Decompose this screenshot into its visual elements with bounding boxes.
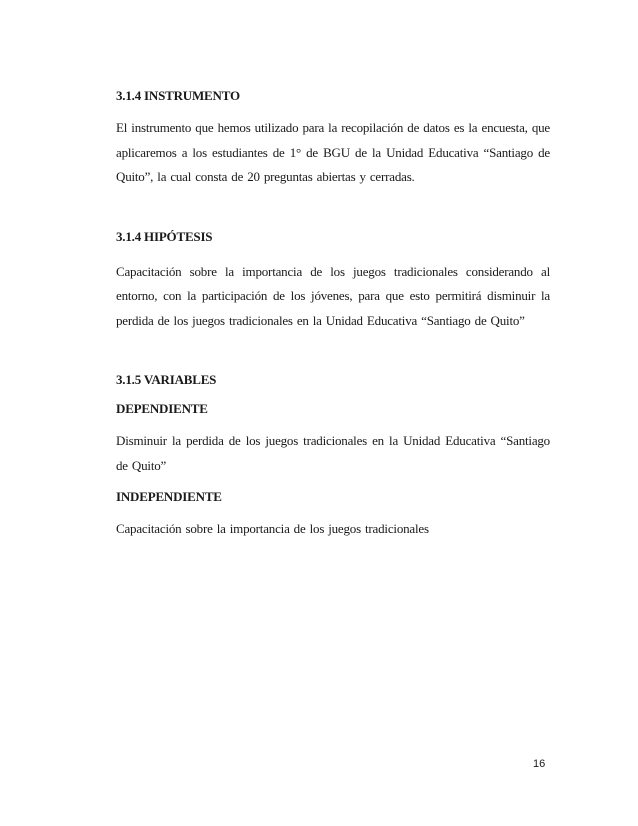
paragraph-dependiente: Disminuir la perdida de los juegos tradicionales en la Unidad Educativa “Santiago de Quito” [116, 433, 550, 473]
page-number: 16 [533, 758, 546, 770]
paragraph-instrumento: El instrumento que hemos utilizado para la recopilación de datos es la encuesta, que aplicaremos a los estudiantes de 1° de BGU de la Unidad Educativa “Santiago de Quito”, la cual consta de 20 preguntas abiertas y cerradas. [116, 120, 550, 184]
paragraph-independiente: Capacitación sobre la importancia de los juegos tradicionales [116, 521, 429, 536]
heading-hipotesis: 3.1.4 HIPÓTESIS [116, 228, 213, 244]
subheading-independiente: INDEPENDIENTE [116, 489, 222, 504]
page-content [116, 86, 550, 542]
heading-instrumento: 3.1.4 INSTRUMENTO [116, 88, 240, 103]
paragraph-hipotesis: Capacitación sobre la importancia de los juegos tradicionales considerando al entorno, con la participación de los jóvenes, para que esto permitirá disminuir la perdida de los juegos tradicionales en la Unidad Educativa “Santiago de Quito” [116, 263, 550, 328]
heading-variables: 3.1.5 VARIABLES [116, 372, 217, 387]
subheading-dependiente: DEPENDIENTE [116, 401, 208, 416]
